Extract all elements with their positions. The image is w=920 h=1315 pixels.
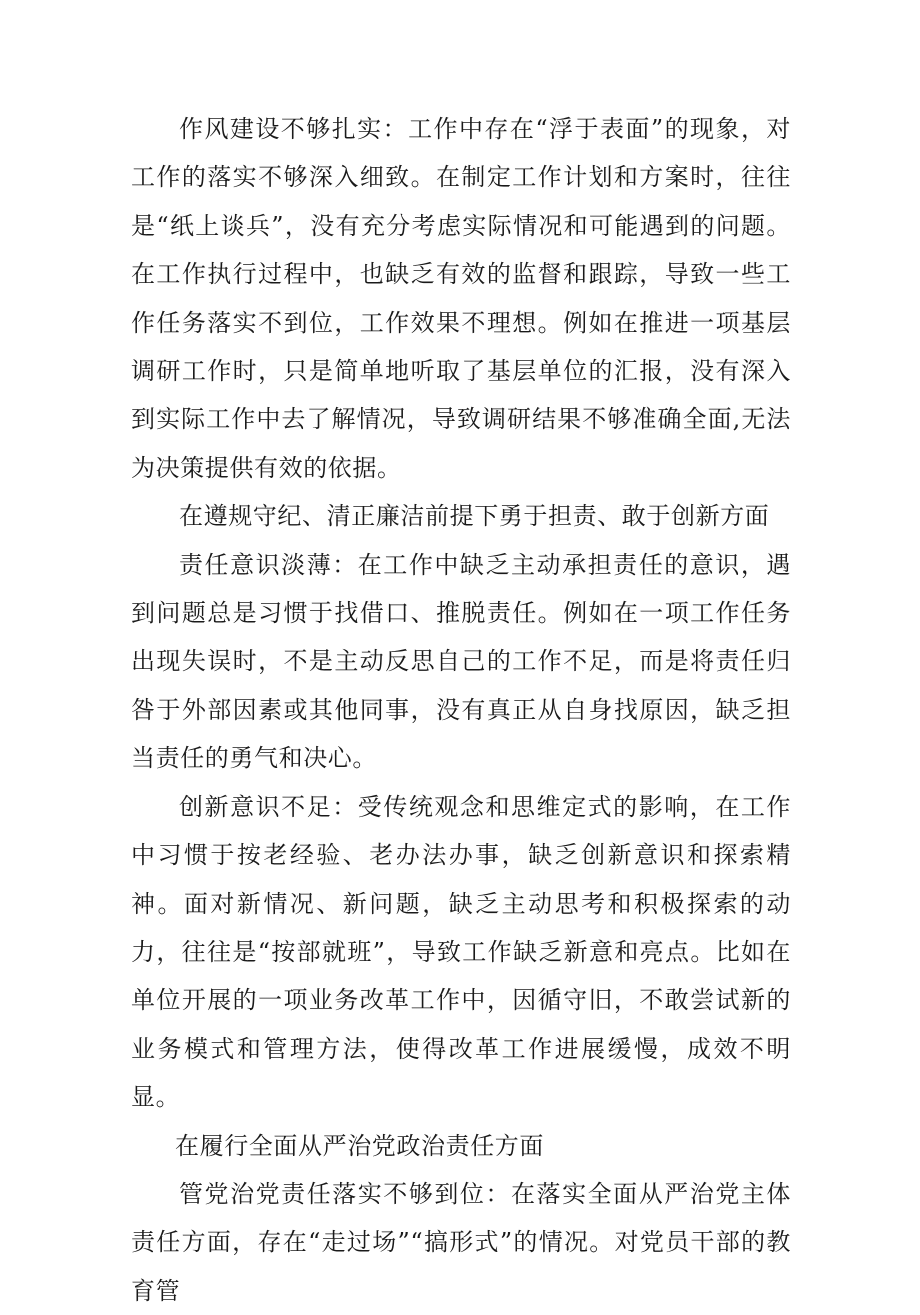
section-heading-party-governance: 在履行全面从严治党政治责任方面 [175, 1131, 544, 1160]
paragraph-party-governance: 管党治党责任落实不够到位：在落实全面从严治党主体责任方面，存在“走过场”“搞形式”的情况。对党员干部的教育管 [131, 1179, 791, 1305]
paragraph-innovation: 创新意识不足：受传统观念和思维定式的影响，在工作中习惯于按老经验、老办法办事，缺乏创新意识和探索精神。面对新情况、新问题，缺乏主动思考和积极探索的动力，往往是“按部就班”，导致工作缺乏新意和亮点。比如在单位开展的一项业务改革工作中，因循守旧，不敢尝试新的业务模式和管理方法，使得改革工作进展缓慢，成效不明显。 [131, 792, 791, 1112]
section-heading-responsibility-innovation: 在遵规守纪、清正廉洁前提下勇于担责、敢于创新方面 [179, 502, 770, 531]
paragraph-responsibility: 责任意识淡薄：在工作中缺乏主动承担责任的意识，遇到问题总是习惯于找借口、推脱责任。例如在一项工作任务出现失误时，不是主动反思自己的工作不足，而是将责任归咎于外部因素或其他同事，没有真正从自身找原因，缺乏担当责任的勇气和决心。 [131, 550, 791, 773]
paragraph-work-style: 作风建设不够扎实：工作中存在“浮于表面”的现象，对工作的落实不够深入细致。在制定工作计划和方案时，往往是“纸上谈兵”，没有充分考虑实际情况和可能遇到的问题。在工作执行过程中，也缺乏有效的监督和跟踪，导致一些工作任务落实不到位，工作效果不理想。例如在推进一项基层调研工作时，只是简单地听取了基层单位的汇报，没有深入到实际工作中去了解情况，导致调研结果不够准确全面,无法为决策提供有效的依据。 [131, 115, 791, 482]
document-body [131, 105, 791, 1315]
